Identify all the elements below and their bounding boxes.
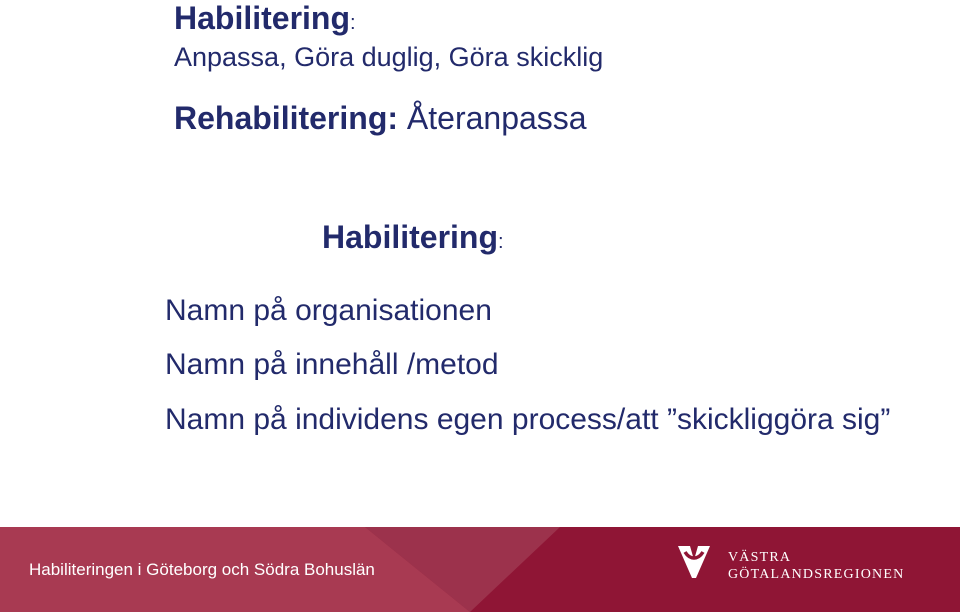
subheading-habilitering (322, 218, 504, 261)
vgr-logo-line2: GÖTALANDSREGIONEN (728, 567, 905, 582)
list-item-method: Namn på innehåll /metod (165, 348, 499, 381)
subheading-habilitering-colon: : (498, 231, 504, 253)
vgr-logo-text (728, 549, 904, 583)
heading-habilitering (174, 0, 356, 41)
subheading-habilitering-word: Habilitering (322, 219, 499, 255)
list-item-process: Namn på individens egen process/att ”skickliggöra sig” (165, 403, 891, 436)
list-item-organisation: Namn på organisationen (165, 294, 492, 327)
rehabilitering-definition: Återanpassa (398, 100, 587, 136)
footer-text: Habiliteringen i Göteborg och Södra Bohuslän (29, 560, 375, 579)
vgr-logo-line1: VÄSTRA (728, 550, 792, 565)
heading-habilitering-word: Habilitering (174, 0, 351, 36)
rehabilitering-label: Rehabilitering: (174, 100, 399, 136)
vgr-logo-icon (676, 544, 712, 580)
heading-rehabilitering (174, 99, 587, 137)
definition-habilitering: Anpassa, Göra duglig, Göra skicklig (174, 42, 604, 72)
heading-habilitering-colon: : (350, 12, 356, 34)
